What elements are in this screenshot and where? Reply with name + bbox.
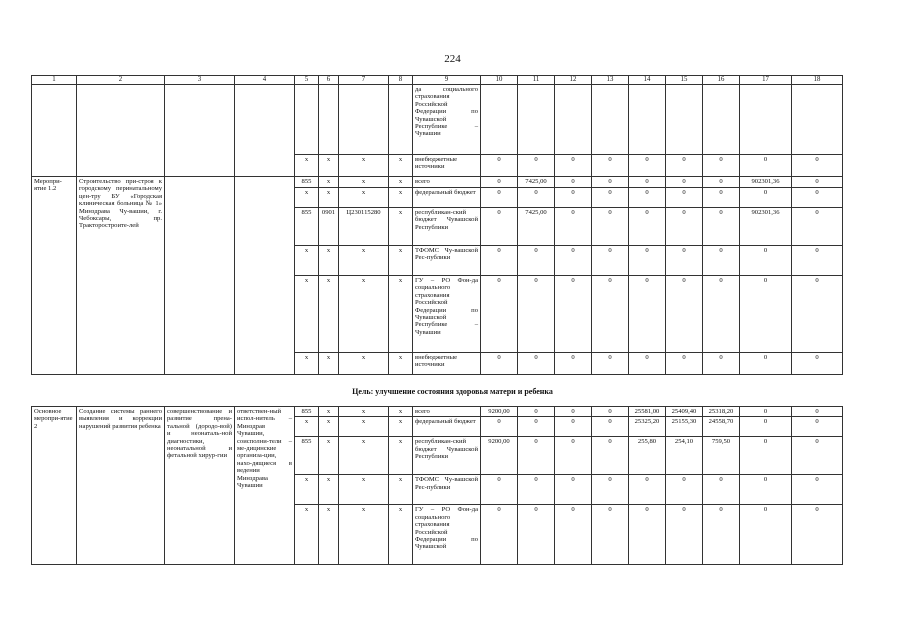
cell-c18: 0 <box>792 475 843 505</box>
cell-c3 <box>165 177 235 375</box>
cell-c12: 0 <box>555 475 592 505</box>
cell-c15: 0 <box>666 353 703 375</box>
cell-c15 <box>666 85 703 155</box>
cell-c5: x <box>295 417 319 437</box>
cell-c16: 0 <box>703 208 740 246</box>
cell-c16: 0 <box>703 188 740 208</box>
cell-c7: x <box>339 276 389 353</box>
cell-c1: Меропри-ятие 1.2 <box>32 177 77 375</box>
cell-c11 <box>518 85 555 155</box>
cell-c11: 0 <box>518 246 555 276</box>
cell-c10: 0 <box>481 417 518 437</box>
cell-c15: 0 <box>666 505 703 565</box>
cell-c17: 902301,36 <box>740 177 792 188</box>
top-table <box>31 75 843 375</box>
cell-c11: 0 <box>518 276 555 353</box>
cell-c6: x <box>319 475 339 505</box>
cell-c18: 0 <box>792 407 843 417</box>
cell-c16: 0 <box>703 475 740 505</box>
cell-c10: 0 <box>481 177 518 188</box>
cell-c17: 0 <box>740 246 792 276</box>
cell-c5 <box>295 85 319 155</box>
cell-c11: 0 <box>518 407 555 417</box>
cell-c6: x <box>319 407 339 417</box>
cell-c14 <box>629 85 666 155</box>
cell-c6: x <box>319 353 339 375</box>
cell-c17: 902301,36 <box>740 208 792 246</box>
cell-c16: 759,50 <box>703 437 740 475</box>
header-cell: 11 <box>518 76 555 85</box>
cell-c1 <box>32 85 77 177</box>
cell-c8: x <box>389 417 413 437</box>
header-cell: 4 <box>235 76 295 85</box>
cell-c8: x <box>389 353 413 375</box>
cell-c15: 0 <box>666 188 703 208</box>
cell-c5: x <box>295 276 319 353</box>
cell-c9: всего <box>413 177 481 188</box>
cell-c12: 0 <box>555 177 592 188</box>
cell-c15: 0 <box>666 475 703 505</box>
cell-c16: 0 <box>703 177 740 188</box>
cell-c18: 0 <box>792 437 843 475</box>
cell-c9: внебюджетные источники <box>413 353 481 375</box>
cell-c13: 0 <box>592 505 629 565</box>
table-row <box>32 407 843 417</box>
cell-c13: 0 <box>592 155 629 177</box>
cell-c8: x <box>389 155 413 177</box>
cell-c18: 0 <box>792 155 843 177</box>
cell-c16: 0 <box>703 276 740 353</box>
cell-c7: x <box>339 407 389 417</box>
cell-c7: x <box>339 475 389 505</box>
cell-c17: 0 <box>740 505 792 565</box>
cell-c15: 0 <box>666 177 703 188</box>
cell-c17 <box>740 85 792 155</box>
header-cell: 3 <box>165 76 235 85</box>
cell-c18: 0 <box>792 188 843 208</box>
header-cell: 13 <box>592 76 629 85</box>
cell-c18: 0 <box>792 417 843 437</box>
header-cell: 16 <box>703 76 740 85</box>
cell-c1: Основное меропри-ятие 2 <box>32 407 77 565</box>
cell-c16: 0 <box>703 353 740 375</box>
cell-c2: Строительство при-строя к городскому перинатальному цен-тру БУ «Городская клиническая больница № 1» Минздрава Чу-вашии, г. Чебоксары, пр. Тракторостроите-лей <box>77 177 165 375</box>
cell-c7: x <box>339 437 389 475</box>
header-cell: 15 <box>666 76 703 85</box>
cell-c13: 0 <box>592 475 629 505</box>
cell-c8: x <box>389 437 413 475</box>
cell-c11: 0 <box>518 353 555 375</box>
cell-c5: x <box>295 353 319 375</box>
cell-c11: 7425,00 <box>518 208 555 246</box>
cell-c12: 0 <box>555 437 592 475</box>
cell-c15: 25409,40 <box>666 407 703 417</box>
cell-c13: 0 <box>592 276 629 353</box>
header-cell: 17 <box>740 76 792 85</box>
cell-c13: 0 <box>592 417 629 437</box>
cell-c6: x <box>319 417 339 437</box>
cell-c13: 0 <box>592 437 629 475</box>
cell-c5: x <box>295 475 319 505</box>
cell-c9: всего <box>413 407 481 417</box>
cell-c6: x <box>319 188 339 208</box>
cell-c9: ТФОМС Чу-вашской Рес-публики <box>413 475 481 505</box>
cell-c2: Создание системы раннего выявления и коррекции нарушений развития ребенка <box>77 407 165 565</box>
table-row <box>32 85 843 155</box>
cell-c8: x <box>389 276 413 353</box>
cell-c9: федеральный бюджет <box>413 188 481 208</box>
cell-c14: 255,80 <box>629 437 666 475</box>
cell-c12: 0 <box>555 155 592 177</box>
cell-c18: 0 <box>792 177 843 188</box>
cell-c17: 0 <box>740 276 792 353</box>
cell-c5: x <box>295 155 319 177</box>
cell-c7: Ц230115280 <box>339 208 389 246</box>
cell-c11: 0 <box>518 475 555 505</box>
cell-c18 <box>792 85 843 155</box>
cell-c10: 0 <box>481 353 518 375</box>
cell-c11: 7425,00 <box>518 177 555 188</box>
cell-c10: 9200,00 <box>481 407 518 417</box>
header-cell: 5 <box>295 76 319 85</box>
cell-c10 <box>481 85 518 155</box>
cell-c5: x <box>295 246 319 276</box>
cell-c10: 0 <box>481 276 518 353</box>
cell-c14: 0 <box>629 276 666 353</box>
cell-c18: 0 <box>792 246 843 276</box>
cell-c6 <box>319 85 339 155</box>
cell-c15: 25155,30 <box>666 417 703 437</box>
header-cell: 2 <box>77 76 165 85</box>
cell-c17: 0 <box>740 407 792 417</box>
cell-c14: 25581,00 <box>629 407 666 417</box>
cell-c10: 0 <box>481 188 518 208</box>
cell-c10: 0 <box>481 155 518 177</box>
cell-c12: 0 <box>555 188 592 208</box>
cell-c5: x <box>295 188 319 208</box>
cell-c8: x <box>389 505 413 565</box>
cell-c14: 0 <box>629 177 666 188</box>
cell-c12: 0 <box>555 505 592 565</box>
cell-c14: 0 <box>629 155 666 177</box>
header-cell: 18 <box>792 76 843 85</box>
cell-c13: 0 <box>592 188 629 208</box>
header-row <box>32 76 843 85</box>
cell-c15: 254,10 <box>666 437 703 475</box>
table-row <box>32 177 843 188</box>
section-title: Цель: улучшение состояния здоровья матери и ребенка <box>352 387 553 396</box>
cell-c14: 0 <box>629 505 666 565</box>
cell-c5: 855 <box>295 437 319 475</box>
header-cell: 12 <box>555 76 592 85</box>
cell-c14: 0 <box>629 208 666 246</box>
cell-c6: x <box>319 177 339 188</box>
cell-c17: 0 <box>740 475 792 505</box>
cell-c9: внебюджетные источники <box>413 155 481 177</box>
header-cell: 9 <box>413 76 481 85</box>
cell-c18: 0 <box>792 353 843 375</box>
cell-c6: 0901 <box>319 208 339 246</box>
cell-c16: 0 <box>703 505 740 565</box>
cell-c13: 0 <box>592 246 629 276</box>
cell-c6: x <box>319 155 339 177</box>
cell-c5: x <box>295 505 319 565</box>
header-cell: 10 <box>481 76 518 85</box>
cell-c7: x <box>339 177 389 188</box>
cell-c16: 0 <box>703 155 740 177</box>
cell-c7: x <box>339 246 389 276</box>
cell-c4: ответствен-ный испол-нитель – Минздрав Чувашии, соисполни-тели – ме-дицинские организа-ции, нахо-дящиеся в ведении Минздрава Чувашии <box>235 407 295 565</box>
cell-c17: 0 <box>740 188 792 208</box>
cell-c6: x <box>319 276 339 353</box>
cell-c9: республикан-ский бюджет Чувашской Республики <box>413 437 481 475</box>
cell-c13: 0 <box>592 407 629 417</box>
cell-c16: 25318,20 <box>703 407 740 417</box>
cell-c7 <box>339 85 389 155</box>
cell-c7: x <box>339 417 389 437</box>
cell-c11: 0 <box>518 505 555 565</box>
cell-c4 <box>235 177 295 375</box>
cell-c9: федеральный бюджет <box>413 417 481 437</box>
cell-c4 <box>235 85 295 177</box>
cell-c15: 0 <box>666 246 703 276</box>
cell-c14: 0 <box>629 188 666 208</box>
cell-c11: 0 <box>518 437 555 475</box>
cell-c10: 0 <box>481 246 518 276</box>
cell-c15: 0 <box>666 276 703 353</box>
cell-c8 <box>389 85 413 155</box>
cell-c16 <box>703 85 740 155</box>
cell-c12: 0 <box>555 276 592 353</box>
cell-c18: 0 <box>792 276 843 353</box>
cell-c5: 855 <box>295 177 319 188</box>
cell-c16: 0 <box>703 246 740 276</box>
cell-c5: 855 <box>295 407 319 417</box>
cell-c2 <box>77 85 165 177</box>
cell-c8: x <box>389 177 413 188</box>
cell-c17: 0 <box>740 155 792 177</box>
cell-c14: 0 <box>629 353 666 375</box>
header-cell: 7 <box>339 76 389 85</box>
cell-c10: 0 <box>481 475 518 505</box>
cell-c8: x <box>389 407 413 417</box>
cell-c7: x <box>339 155 389 177</box>
cell-c15: 0 <box>666 155 703 177</box>
header-cell: 14 <box>629 76 666 85</box>
cell-c12: 0 <box>555 246 592 276</box>
header-cell: 1 <box>32 76 77 85</box>
cell-c12 <box>555 85 592 155</box>
cell-c17: 0 <box>740 353 792 375</box>
cell-c14: 0 <box>629 475 666 505</box>
cell-c12: 0 <box>555 353 592 375</box>
cell-c17: 0 <box>740 437 792 475</box>
cell-c10: 0 <box>481 208 518 246</box>
cell-c13 <box>592 85 629 155</box>
cell-c5: 855 <box>295 208 319 246</box>
cell-c7: x <box>339 505 389 565</box>
cell-c13: 0 <box>592 353 629 375</box>
header-cell: 6 <box>319 76 339 85</box>
cell-c12: 0 <box>555 208 592 246</box>
cell-c9: ГУ – РО Фон-да социального страхования Российской Федерации по Чувашской Республике – Чувашии <box>413 276 481 353</box>
cell-c11: 0 <box>518 417 555 437</box>
cell-c13: 0 <box>592 177 629 188</box>
cell-c6: x <box>319 246 339 276</box>
header-cell: 8 <box>389 76 413 85</box>
cell-c18: 0 <box>792 208 843 246</box>
cell-c18: 0 <box>792 505 843 565</box>
cell-c14: 25325,20 <box>629 417 666 437</box>
cell-c11: 0 <box>518 188 555 208</box>
cell-c15: 0 <box>666 208 703 246</box>
cell-c11: 0 <box>518 155 555 177</box>
cell-c14: 0 <box>629 246 666 276</box>
cell-c10: 0 <box>481 505 518 565</box>
cell-c3 <box>165 85 235 177</box>
cell-c12: 0 <box>555 407 592 417</box>
cell-c17: 0 <box>740 417 792 437</box>
cell-c9: да социального страхования Российской Федерации по Чувашской Республике – Чувашии <box>413 85 481 155</box>
cell-c9: ГУ – РО Фон-да социального страхования Российской Федерации по Чувашской <box>413 505 481 565</box>
bottom-table <box>31 406 843 565</box>
cell-c3: совершенствование и развитие прена-тальной (дородо-вой) и неонаталь-ной диагностики, неонатальной и фетальной хирур-гии <box>165 407 235 565</box>
cell-c8: x <box>389 208 413 246</box>
cell-c8: x <box>389 188 413 208</box>
cell-c7: x <box>339 353 389 375</box>
cell-c12: 0 <box>555 417 592 437</box>
cell-c13: 0 <box>592 208 629 246</box>
cell-c6: x <box>319 505 339 565</box>
cell-c7: x <box>339 188 389 208</box>
cell-c6: x <box>319 437 339 475</box>
page-number: 224 <box>444 53 461 65</box>
cell-c8: x <box>389 475 413 505</box>
cell-c10: 9200,00 <box>481 437 518 475</box>
cell-c9: республикан-ский бюджет Чувашской Республики <box>413 208 481 246</box>
cell-c9: ТФОМС Чу-вашской Рес-публики <box>413 246 481 276</box>
cell-c8: x <box>389 246 413 276</box>
cell-c16: 24558,70 <box>703 417 740 437</box>
